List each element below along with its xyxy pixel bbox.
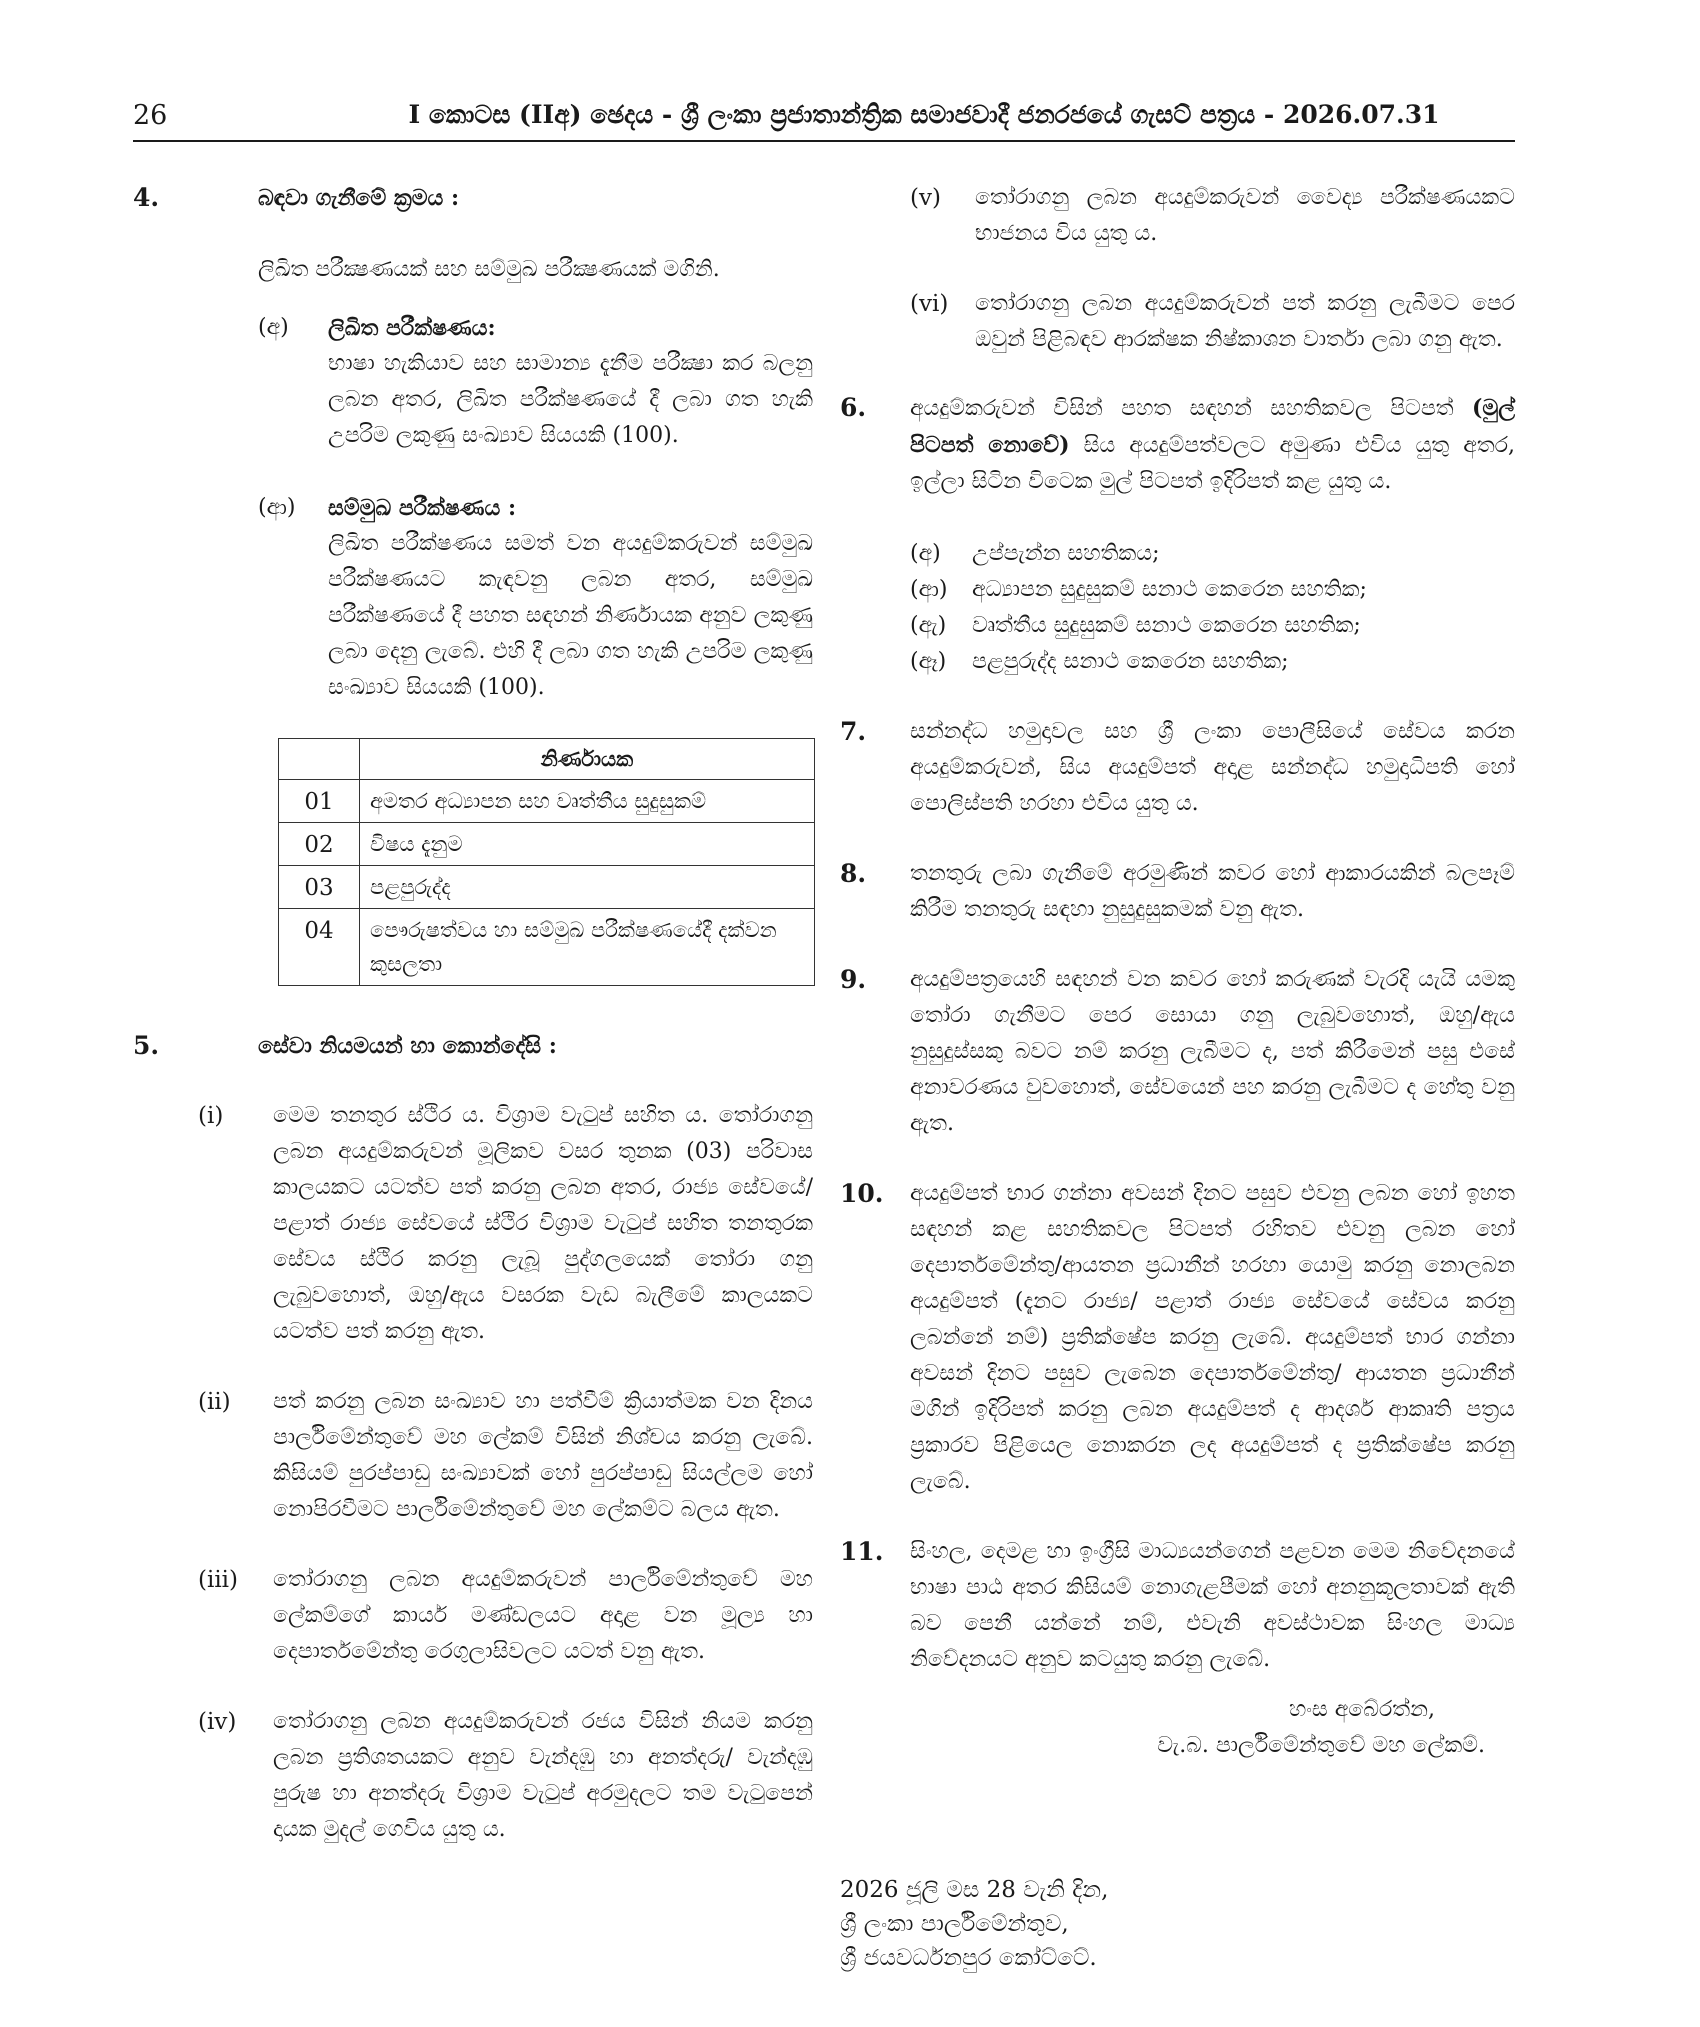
issue-date: 2026 ජූලි මස 28 වැනි දින,: [840, 1877, 1109, 1903]
section-number: 5.: [133, 1031, 160, 1060]
list-text: අධ්‍යාපන සුදුසුකම් සනාථ කෙරෙන සහතික;: [972, 577, 1367, 602]
section-text: සිංහල, දෙමළ හා ඉංග්‍රීසි මාධ්‍යයන්ගෙන් පළවන මෙම නිවේදනයේ භාෂා පාඨ අතර කිසියම් නොගැළපීමක් හෝ අනනුකූලතාවක් ඇති බව පෙනී යන්නේ නම්, එවැනි අවස්ථාවක සිංහල මාධ්‍ය නිවේදනයට අනුව කටයුතු කරනු ලැබේ.: [910, 1539, 1515, 1672]
condition-label: (vi): [910, 291, 949, 317]
section-9: [840, 962, 1515, 1142]
list-item: [910, 572, 1515, 608]
section-number: 9.: [840, 965, 867, 994]
condition-text: තෝරාගනු ලබන අයදුම්කරුවන් රජය විසින් නියම කරනු ලබන ප්‍රතිශතයකට අනුව වැන්දඹු හා අනත්දරු/ වැන්දඹු පුරුෂ හා අනත්දරු විශ්‍රාම වැටුප් අරමුදලට තම වැටුපෙන් දායක මුදල් ගෙවිය යුතු ය.: [273, 1709, 813, 1842]
section-number: 6.: [840, 393, 867, 422]
section-4-subsections: [133, 310, 813, 706]
criteria-table: [278, 738, 815, 986]
row-criterion: විෂය දැනුම: [360, 823, 815, 866]
section-text-pre: අයදුම්කරුවන් විසින් පහත සඳහන් සහතිකවල පිටපත්: [910, 396, 1454, 421]
condition-item: [198, 1704, 813, 1848]
condition-item: [910, 286, 1515, 358]
table-row: [279, 909, 815, 986]
subsection-text: ලිඛිත පරීක්ෂණය සමත් වන අයදුම්කරුවන් සම්මුඛ පරීක්ෂණයට කැඳවනු ලබන අතර, සම්මුඛ පරීක්ෂණයේ දී පහත සඳහන් නිර්ණායක අනුව ලකුණු ලබා දෙනු ලැබේ. එහි දී ලබා ගත හැකි උපරිම ලකුණු සංඛ්‍යාව සියයකි (100).: [328, 531, 813, 700]
left-column: [133, 180, 813, 1848]
condition-text: තෝරාගනු ලබන අයදුම්කරුවන් පාර්ලිමේන්තුවේ මහ ලේකම්ගේ කාර්ය මණ්ඩලයට අදාළ වන මූල්‍ය හා දෙපාර්තමේන්තු රෙගුලාසිවලට යටත් වනු ඇත.: [273, 1567, 813, 1664]
list-label: (ආ): [910, 577, 948, 602]
condition-text: මෙම තනතුර ස්ථිර ය. විශ්‍රාම වැටුප් සහිත ය. තෝරාගනු ලබන අයදුම්කරුවන් මූලිකව වසර තුනක (03) පරිවාස කාලයකට යටත්ව පත් කරනු ලබන අතර, රාජ්‍ය සේවයේ/පළාත් රාජ්‍ය සේවයේ ස්ථිර විශ්‍රාම වැටුප් සහිත තනතුරක සේවය ස්ථිර කරනු ලැබූ පුද්ගලයෙක් තෝරා ගනු ලැබුවහොත්, ඔහු/ඇය වසරක වැඩ බැලීමේ කාලයකට යටත්ව පත් කරනු ඇත.: [273, 1103, 813, 1344]
table-header-row: [279, 739, 815, 780]
section-text: සන්නද්ධ හමුදාවල සහ ශ්‍රී ලංකා පොලීසියේ සේවය කරන අයදුම්කරුවන්, සිය අයදුම්පත් අදාළ සන්නද්ධ හමුදාධිපති හෝ පොලිස්පති හරහා එවිය යුතු ය.: [910, 719, 1515, 816]
list-item: [910, 644, 1515, 680]
table-row: [279, 866, 815, 909]
condition-item: [910, 180, 1515, 252]
table-row: [279, 823, 815, 866]
row-criterion: පළපුරුද්ද: [360, 866, 815, 909]
section-5-items-continued: [840, 180, 1515, 358]
condition-text: පත් කරනු ලබන සංඛ්‍යාව හා පත්වීම් ක්‍රියාත්මක වන දිනය පාර්ලිමේන්තුවේ මහ ලේකම් විසින් නිශ්චය කරනු ලැබේ. කිසියම් පුරප්පාඩු සංඛ්‍යාවක් හෝ පුරප්පාඩු සියල්ලම හෝ නොපිරවීමට පාර්ලිමේන්තුවේ මහ ලේකම්ට බලය ඇත.: [273, 1389, 813, 1522]
section-intro: ලිඛිත පරීක්‍ෂණයක් සහ සම්මුඛ පරීක්‍ෂණයක් මගිනි.: [258, 257, 720, 282]
issue-place-line: ශ්‍රී ලංකා පාර්ලිමේන්තුව,: [840, 1911, 1069, 1937]
list-label: (ඈ): [910, 649, 947, 674]
section-number: 4.: [133, 183, 160, 212]
row-number: 03: [279, 866, 360, 909]
page-header: [133, 100, 1515, 140]
issue-place-line: ශ්‍රී ජයවර්ධනපුර කෝට්ටේ.: [840, 1945, 1097, 1971]
condition-label: (iv): [198, 1709, 237, 1735]
condition-label: (ii): [198, 1389, 231, 1415]
place-and-date: [840, 1873, 1108, 1975]
row-number: 02: [279, 823, 360, 866]
condition-label: (v): [910, 185, 941, 211]
list-item: [910, 608, 1515, 644]
list-text: වෘත්තීය සුදුසුකම් සනාථ කෙරෙන සහතික;: [972, 613, 1361, 638]
certificate-list: [910, 536, 1515, 680]
section-text: [910, 390, 1515, 500]
subsection-label: (අ): [258, 315, 289, 340]
section-text: අයදුම්පත්‍රයෙහි සඳහන් වන කවර හෝ කරුණක් වැරදි යැයි යමකු තෝරා ගැනීමට පෙර සොයා ගනු ලැබුවහොත්, ඔහු/ඇය නුසුදුස්සකු බවට නම් කරනු ලැබීමට ද, පත් කිරීමෙන් පසු එසේ අනාවරණය වුවහොත්, සේවයෙන් පහ කරනු ලැබීමට ද හේතු වනු ඇත.: [910, 967, 1515, 1136]
table-header: නිර්ණායක: [360, 739, 815, 780]
section-5: [133, 1028, 813, 1064]
subsection-label: (ආ): [258, 495, 296, 520]
section-4: [133, 180, 813, 288]
subsection-title: සම්මුඛ පරීක්ෂණය :: [328, 495, 517, 521]
row-number: 01: [279, 780, 360, 823]
section-7: [840, 714, 1515, 822]
condition-item: [198, 1562, 813, 1670]
row-number: 04: [279, 909, 360, 986]
table-header-empty: [279, 739, 360, 780]
right-column: [840, 180, 1515, 1764]
condition-item: [198, 1098, 813, 1350]
condition-label: (iii): [198, 1567, 239, 1593]
section-title: බඳවා ගැනීමේ ක්‍රමය :: [258, 185, 460, 211]
list-text: උප්පැන්න සහතිකය;: [972, 541, 1160, 566]
header-title: I කොටස (IIඅ) ඡෙදය - ශ්‍රී ලංකා ප්‍රජාතාන්ත්‍රික සමාජවාදී ජනරජයේ ගැසට් පත්‍රය - 2026.07.31: [408, 100, 1440, 129]
subsection-text: භාෂා හැකියාව සහ සාමාන්‍ය දැනීම පරීක්‍ෂා කර බලනු ලබන අතර, ලිඛිත පරීක්ෂණයේ දී ලබා ගත හැකි උපරිම ලකුණු සංඛ්‍යාව සියයකි (100).: [328, 351, 813, 448]
list-label: (අ): [910, 541, 941, 566]
section-10: [840, 1176, 1515, 1500]
header-rule: [133, 140, 1515, 142]
signatory-name: හංස අබේරත්න,: [1289, 1697, 1435, 1722]
section-number: 11.: [840, 1537, 884, 1566]
page-number: 26: [133, 100, 168, 131]
section-text-post: සිය අයදුම්පත්වලට අමුණා එවිය යුතු අතර, ඉල්ලා සිටින විටෙක මුල් පිටපත් ඉදිරිපත් කළ යුතු ය.: [910, 433, 1515, 494]
section-11: [840, 1534, 1515, 1678]
subsection-title: ලිඛිත පරීක්ෂණය:: [328, 315, 496, 341]
section-number: 8.: [840, 859, 867, 888]
signatory-designation: වැ.බ. පාර්ලිමේන්තුවේ මහ ලේකම්.: [1157, 1733, 1485, 1758]
condition-text: තෝරාගනු ලබන අයදුම්කරුවන් පත් කරනු ලැබීමට පෙර ඔවුන් පිළිබඳව ආරක්ෂක නිෂ්කාශන වාර්තා ලබා ගනු ඇත.: [975, 291, 1515, 352]
section-text-bold: (මුල් පිටපත් නොවේ): [910, 395, 1515, 458]
row-criterion: අමතර අධ්‍යාපන සහ වෘත්තීය සුදුසුකම්: [360, 780, 815, 823]
table-row: [279, 780, 815, 823]
section-8: [840, 856, 1515, 928]
section-6: [840, 390, 1515, 680]
list-text: පළපුරුද්ද සනාථ කෙරෙන සහතික;: [972, 649, 1289, 674]
condition-text: තෝරාගනු ලබන අයදුම්කරුවන් වෛද්‍ය පරීක්ෂණයකට භාජනය විය යුතු ය.: [975, 185, 1515, 246]
section-number: 7.: [840, 717, 867, 746]
section-text: තනතුරු ලබා ගැනීමේ අරමුණින් කවර හෝ ආකාරයකින් බලපෑම් කිරීම තනතුරු සඳහා නුසුදුසුකමක් වනු ඇත.: [910, 861, 1515, 922]
subsection-written-test: [258, 310, 813, 454]
section-title: සේවා නියමයන් හා කොන්දේසි :: [258, 1033, 557, 1059]
condition-label: (i): [198, 1103, 224, 1129]
section-text: අයදුම්පත් භාර ගන්නා අවසන් දිනට පසුව එවනු ලබන හෝ ඉහත සඳහන් කළ සහතිකවල පිටපත් රහිතව එවනු ලබන හෝ දෙපාර්තමේන්තු/ආයතන ප්‍රධානීන් හරහා යොමු කරනු නොලබන අයදුම්පත් (දැනට රාජ්‍ය/ පළාත් රාජ්‍ය සේවයේ සේවය කරනු ලබන්නේ නම්) ප්‍රතික්ෂේප කරනු ලැබේ. අයදුම්පත් භාර ගන්නා අවසන් දිනට පසුව ලැබෙන දෙපාර්තමේන්තු/ ආයතන ප්‍රධානීන් මගින් ඉදිරිපත් කරනු ලබන අයදුම්පත් ද ආදර්ශ ආකෘති පත්‍රය ප්‍රකාරව පිළියෙල නොකරන ලද අයදුම්පත් ද ප්‍රතික්ෂේප කරනු ලැබේ.: [910, 1181, 1515, 1494]
row-criterion: පෞරුෂත්වය හා සම්මුඛ පරීක්ෂණයේදී දක්වන කුසලතා: [360, 909, 815, 986]
condition-item: [198, 1384, 813, 1528]
list-item: [910, 536, 1515, 572]
section-5-items: [133, 1098, 813, 1848]
section-number: 10.: [840, 1179, 884, 1208]
signature-block: [840, 1692, 1515, 1764]
list-label: (ඇ): [910, 613, 947, 638]
subsection-interview: [258, 490, 813, 706]
